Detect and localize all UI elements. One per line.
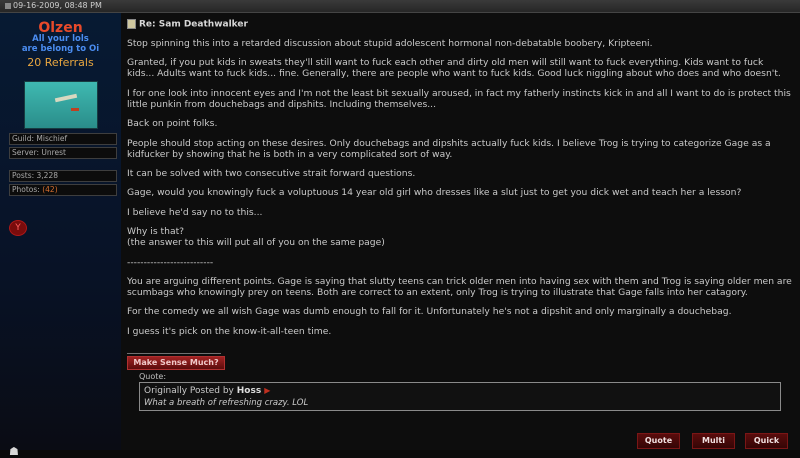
quote-attribution: Originally Posted by Hoss ▶	[144, 386, 271, 396]
posts-count: Posts: 3,228	[9, 170, 117, 182]
post-body	[127, 38, 792, 345]
guild-info: Guild: Mischief	[9, 133, 117, 145]
post-paragraph: For the comedy we all wish Gage was dumb enough to fall for it. Unfortunately he's not a dipshit and only marginally a douchebag.	[127, 306, 732, 318]
post-paragraph: (the answer to this will put all of you on the same page)	[127, 237, 385, 249]
post-content	[121, 13, 800, 450]
quote-box	[139, 382, 781, 411]
yahoo-messenger-icon[interactable]: Y	[9, 220, 27, 236]
multi-quote-button[interactable]: Multi	[692, 433, 735, 449]
post-paragraph: People should stop acting on these desires. Only douchebags and dipshits actually fuck kids. I believe Trog is trying to categorize Gage as a kidfucker by showing that he is both in a very complicated sort of way.	[127, 137, 771, 160]
view-post-icon[interactable]: ▶	[264, 386, 271, 395]
post-icon	[5, 3, 11, 9]
user-sidebar	[0, 13, 121, 458]
post-paragraph: Why is that?	[127, 226, 185, 238]
post-paragraph: Gage, would you knowingly fuck a voluptuous 14 year old girl who dresses like a slut just to get you dick wet and teach her a lesson?	[127, 187, 742, 199]
post-header-bar	[0, 0, 800, 13]
post-divider: --------------------------	[127, 256, 214, 268]
quick-reply-button[interactable]: Quick	[745, 433, 788, 449]
post-title: Re: Sam Deathwalker	[127, 19, 248, 30]
referrals-count: 20 Referrals	[27, 56, 94, 69]
user-title: All your lols are belong to Oi	[21, 34, 100, 54]
server-info: Server: Unrest	[9, 147, 117, 159]
post-paragraph: Back on point folks.	[127, 118, 218, 130]
avatar	[24, 81, 98, 129]
post-paragraph: It can be solved with two consecutive strait forward questions.	[127, 167, 416, 179]
quote-author: Hoss	[236, 386, 262, 396]
report-post-icon[interactable]: ☗	[9, 445, 19, 458]
post-paragraph: I guess it's pick on the know-it-all-teen time.	[127, 325, 332, 337]
quote-button[interactable]: Quote	[637, 433, 680, 449]
quote-text: What a breath of refreshing crazy. LOL	[144, 398, 309, 408]
signature-banner: Make Sense Much?	[127, 356, 225, 370]
document-icon	[127, 19, 136, 29]
photos-count[interactable]: Photos: (42)	[9, 184, 117, 196]
username-link[interactable]: Olzen	[38, 20, 83, 36]
post-paragraph: Granted, if you put kids in sweats they'll still want to fuck each other and dirty old men will still want to fuck everything. Kids want to fuck kids... Adults want to fuck kids... fine. Generally, there are people who want to fuck kids. Good luck niggling about who does and who doesn't.	[127, 57, 781, 80]
post-paragraph: Stop spinning this into a retarded discussion about stupid adolescent hormonal non-debatable boobery, Kripteeni.	[127, 38, 653, 49]
post-paragraph: I believe he'd say no to this...	[127, 206, 263, 218]
quote-label: Quote:	[139, 372, 167, 381]
post-paragraph: You are arguing different points. Gage is saying that slutty teens can trick older men into having sex with them and Trog is saying older men are scumbags who knowingly prey on teens. Both are correct to an extent, only Trog is trying to illustrate that Gage falls into her catagory.	[127, 275, 792, 298]
signature-divider	[127, 353, 221, 354]
post-date: 09-16-2009, 08:48 PM	[5, 1, 102, 10]
post-paragraph: I for one look into innocent eyes and I'm not the least bit sexually aroused, in fact my fatherly instincts kick in and all I want to do is protect this little punkin from douchebags and dipshits. Including themselves...	[127, 87, 791, 110]
